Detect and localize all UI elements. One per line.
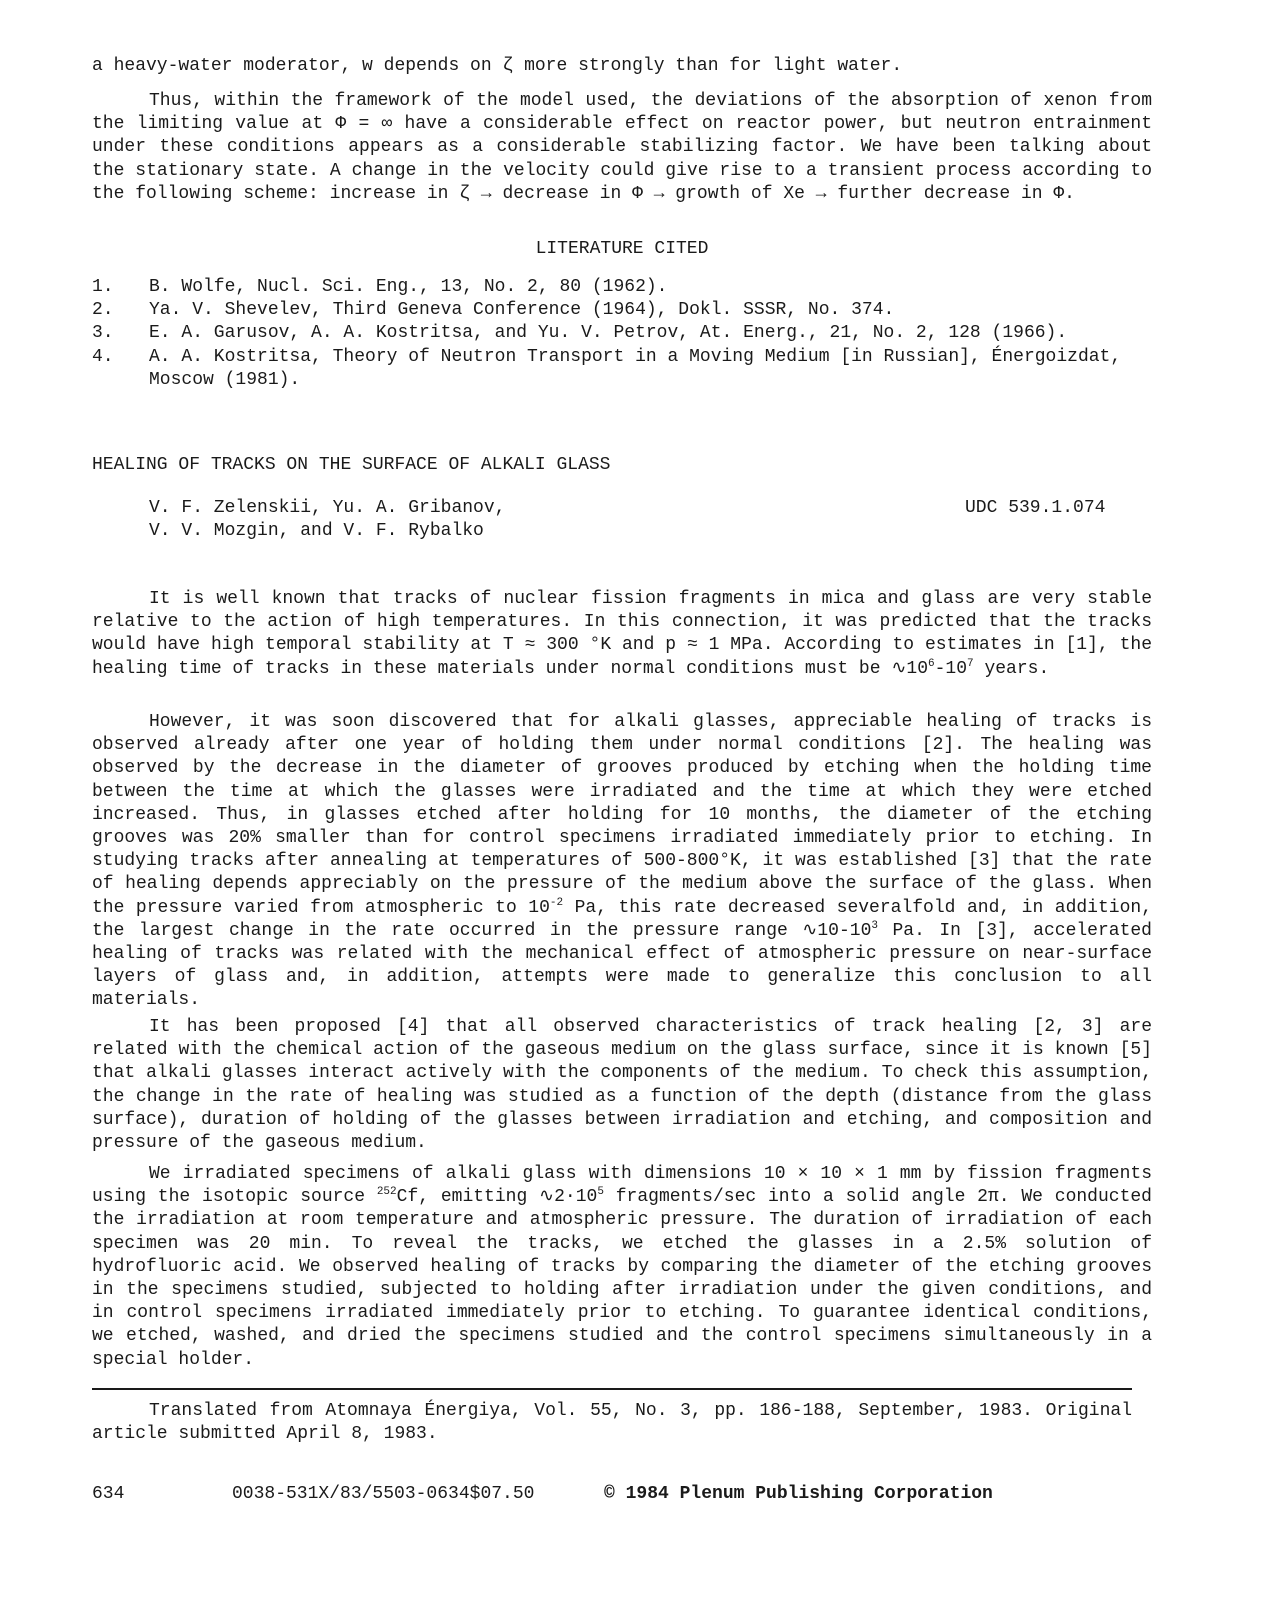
article-authors: V. F. Zelenskii, Yu. A. Gribanov, V. V. Mozgin, and V. F. Rybalko <box>149 498 506 542</box>
body-paragraph-2: However, it was soon discovered that for alkali glasses, appreciable healing of tracks is observed already after one year of holding them under normal conditions [2]. The healing was observed by the decrease in the diameter of grooves produced by etching when the holding time between the time at which the glasses were irradiated and the time at which they were etched increased. Thus, in glasses etched after holding for 10 months, the diameter of the etching grooves was 20% smaller than for control specimens irradiated immediately prior to etching. In studying tracks after annealing at temperatures of 500-800°K, it was established [3] that the rate of healing depends appreciably on the pressure of the medium above the surface of the glass. When the pressure varied from atmospheric to $10^{-2}$ Pa, this rate decreased severalfold and, in addition, the largest change in the rate occurred in the pressure range $∿10-10^3$ Pa. In [3], accelerated healing of tracks was related with the mechanical effect of atmospheric pressure on near-surface layers of glass and, in addition, attempts were made to generalize this conclusion to all materials. <box>92 712 1152 1011</box>
body-paragraph-1: It is well known that tracks of nuclear fission fragments in mica and glass are very stable relative to the action of high temperatures. In this connection, it was predicted that the tracks would have high temporal stability at T ≈ 300 °K and p ≈ 1 MPa. According to estimates in [1], the healing time of tracks in these materials under normal conditions must be $∿10^6-10^7$ years. <box>92 589 1152 679</box>
continuation-text: a heavy-water moderator, w depends on ζ more strongly than for light water. <box>92 56 903 76</box>
body-paragraph-3: It has been proposed [4] that all observed characteristics of track healing [2, 3] are related with the chemical action of the gaseous medium on the glass surface, since it is known [5] that alkali glasses interact actively with the components of the medium. To check this assumption, the change in the rate of healing was studied as a function of the depth (distance from the glass surface), duration of holding of the glasses between irradiation and etching, and composition and pressure of the gaseous medium. <box>92 1017 1152 1154</box>
article-title: HEALING OF TRACKS ON THE SURFACE OF ALKALI GLASS <box>92 455 611 475</box>
translation-footnote: Translated from Atomnaya Énergiya, Vol. 55, No. 3, pp. 186-188, September, 1983. Original article submitted April 8, 1983. <box>92 1401 1132 1445</box>
reference-list <box>92 276 1152 392</box>
body-paragraph-4: We irradiated specimens of alkali glass with dimensions 10 × 10 × 1 mm by fission fragments using the isotopic source $^{252}$Cf, emitting $∿2\cdot 10^5$ fragments/sec into a solid angle 2π. We conducted the irradiation at room temperature and atmospheric pressure. The duration of irradiation of each specimen was 20 min. To reveal the tracks, we etched the glasses in a 2.5% solution of hydrofluoric acid. We observed healing of tracks by comparing the diameter of the etching grooves in the specimens studied, subjected to holding after irradiation under the given conditions, and in control specimens irradiated immediately prior to etching. To guarantee identical conditions, we etched, washed, and dried the specimens studied and the control specimens simultaneously in a special holder. <box>92 1164 1152 1370</box>
copyright-notice: © 1984 Plenum Publishing Corporation <box>604 1484 993 1504</box>
reference-item: 1. B. Wolfe, Nucl. Sci. Eng., 13, No. 2, 80 (1962). <box>92 277 668 297</box>
article-code: 0038-531X/83/5503-0634$07.50 <box>232 1484 535 1504</box>
page-number: 634 <box>92 1484 125 1504</box>
reference-item: 4. A. A. Kostritsa, Theory of Neutron Transport in a Moving Medium [in Russian], Énergoizdat, Moscow (1981). <box>92 346 1122 390</box>
reference-item: 2. Ya. V. Shevelev, Third Geneva Conference (1964), Dokl. SSSR, No. 374. <box>92 300 895 321</box>
reference-item: 3. E. A. Garusov, A. A. Kostritsa, and Yu. V. Petrov, At. Energ., 21, No. 2, 128 (1966). <box>92 323 1068 344</box>
literature-heading: LITERATURE CITED <box>535 239 709 259</box>
footnote-divider <box>92 1388 1132 1390</box>
conclusion-paragraph: Thus, within the framework of the model used, the deviations of the absorption of xenon from the limiting value at Φ = ∞ have a considerable effect on reactor power, but neutron entrainment under these conditions appears as a considerable stabilizing factor. We have been talking about the stationary state. A change in the velocity could give rise to a transient process according to the following scheme: increase in ζ → decrease in Φ → growth of Xe → further decrease in Φ. <box>92 91 1152 204</box>
udc-code: UDC 539.1.074 <box>965 498 1106 518</box>
